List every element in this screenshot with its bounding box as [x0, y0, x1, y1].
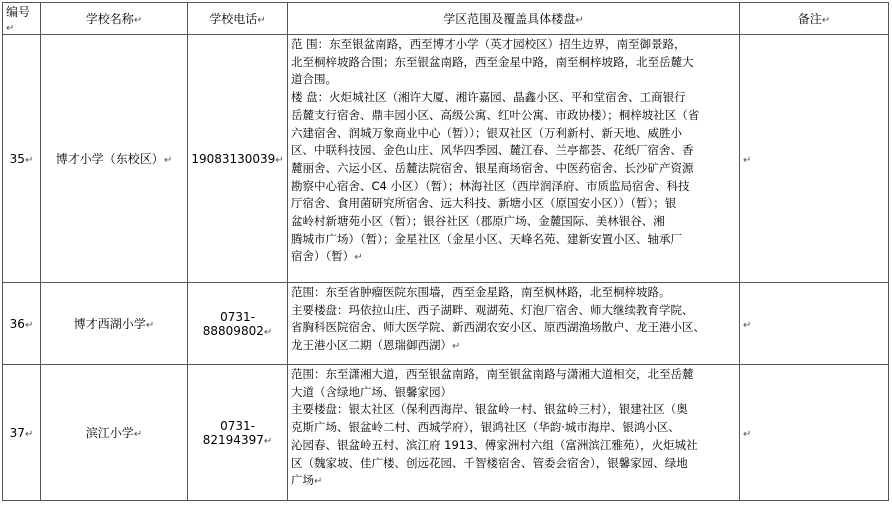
district-area	[288, 283, 740, 365]
school-name: 博才小学（东校区）↵	[41, 35, 188, 283]
school-name: 滨江小学↵	[41, 365, 188, 501]
area-line: 大道（含绿地广场、银馨家园）	[291, 384, 452, 399]
area-line: 龙王港小区二期（恩瑞御西湖）↵	[291, 338, 461, 353]
table-header-row	[3, 3, 889, 35]
area-line: 北至桐梓坡路合围；东至银盆南路，西至金星中路，南至桐梓坡路，北至岳麓大	[291, 54, 694, 69]
area-line: 勘察中心宿舍、C4 小区）（暂）；林海社区（西岸润泽府、市质监局宿舍、科技	[291, 178, 690, 193]
school-phone: 0731-82194397↵	[188, 365, 288, 501]
school-number: 35↵	[3, 35, 41, 283]
area-line: 宿舍）（暂）↵	[291, 249, 363, 264]
school-phone: 19083130039↵	[188, 35, 288, 283]
area-line: 区（魏家坡、佳广楼、创远花园、千智楼宿舍、管委会宿舍），银馨家园、绿地	[291, 455, 688, 470]
area-line: 盆岭村新塘苑小区（暂）；银谷社区（郡原广场、金麓国际、美林银谷、湘	[291, 214, 665, 229]
area-line: 楼 盘：火炬城社区（湘许大厦、湘许嘉园、晶鑫小区、平和堂宿舍、工商银行	[291, 90, 686, 105]
header-num: 编号↵	[3, 3, 41, 35]
table-row	[3, 283, 889, 365]
note: ↵	[740, 365, 889, 501]
area-line: 六建宿舍、润城万象商业中心（暂））；银双社区（万利新村、新天地、威胜小	[291, 125, 682, 140]
area-line: 主要楼盘：玛依拉山庄、西子湖畔、观湖苑、灯泡厂宿舍、师大继续教育学院、	[291, 302, 694, 317]
area-line: 克斯广场、银盆岭二村、西城学府），银鸿社区（华韵·城市海岸、银鸿小区、	[291, 420, 680, 435]
table-row	[3, 365, 889, 501]
table-row	[3, 35, 889, 283]
area-line: 沁园春、银盆岭五村、滨江府 1913、傅家洲村六组（富洲滨江雅苑），火炬城社	[291, 437, 698, 452]
header-note: 备注↵	[740, 3, 889, 35]
header-phone: 学校电话↵	[188, 3, 288, 35]
note: ↵	[740, 283, 889, 365]
area-line: 道合围。	[291, 72, 337, 87]
school-number: 36↵	[3, 283, 41, 365]
school-name: 博才西湖小学↵	[41, 283, 188, 365]
header-area: 学区范围及覆盖具体楼盘↵	[288, 3, 740, 35]
header-name: 学校名称↵	[41, 3, 188, 35]
district-area	[288, 35, 740, 283]
note: ↵	[740, 35, 889, 283]
area-line: 范 围：东至银盆南路，西至博才小学（英才园校区）招生边界，南至御景路，	[291, 37, 686, 51]
area-line: 广场↵	[291, 473, 323, 488]
area-line: 区、中联科技园、金色山庄、风华四季园、麓江春、兰亭都荟、花纸厂宿舍、香	[291, 143, 694, 158]
area-line: 厅宿舍、食用菌研究所宿舍、远大科技、新塘小区（原国安小区））（暂）；银	[291, 196, 677, 211]
area-line: 腾城市广场）（暂）；金星社区（金星小区、天峰名苑、建新安置小区、轴承厂	[291, 231, 682, 246]
area-line: 麓丽舍、六运小区、岳麓法院宿舍、银星商场宿舍、中医药宿舍、长沙矿产资源	[291, 160, 694, 175]
school-district-table	[2, 2, 889, 501]
area-line: 范围：东至潇湘大道，西至银盆南路，南至银盆南路与潇湘大道相交，北至岳麓	[291, 367, 694, 381]
school-phone: 0731-88809802↵	[188, 283, 288, 365]
area-line: 省胸科医院宿舍、师大医学院、新西湖农安小区、原西湖渔场散户、龙王港小区、	[291, 320, 705, 335]
area-line: 主要楼盘：银太社区（保利西海岸、银盆岭一村、银盆岭三村），银建社区（奥	[291, 402, 688, 417]
district-area	[288, 365, 740, 501]
area-line: 岳麓支行宿舍、鼎丰园小区、高级公寓、红叶公寓、市政协楼）；桐梓坡社区（省	[291, 107, 700, 122]
area-line: 范围：东至省肿瘤医院东围墙，西至金星路，南至枫林路，北至桐梓坡路。	[291, 285, 671, 299]
school-number: 37↵	[3, 365, 41, 501]
